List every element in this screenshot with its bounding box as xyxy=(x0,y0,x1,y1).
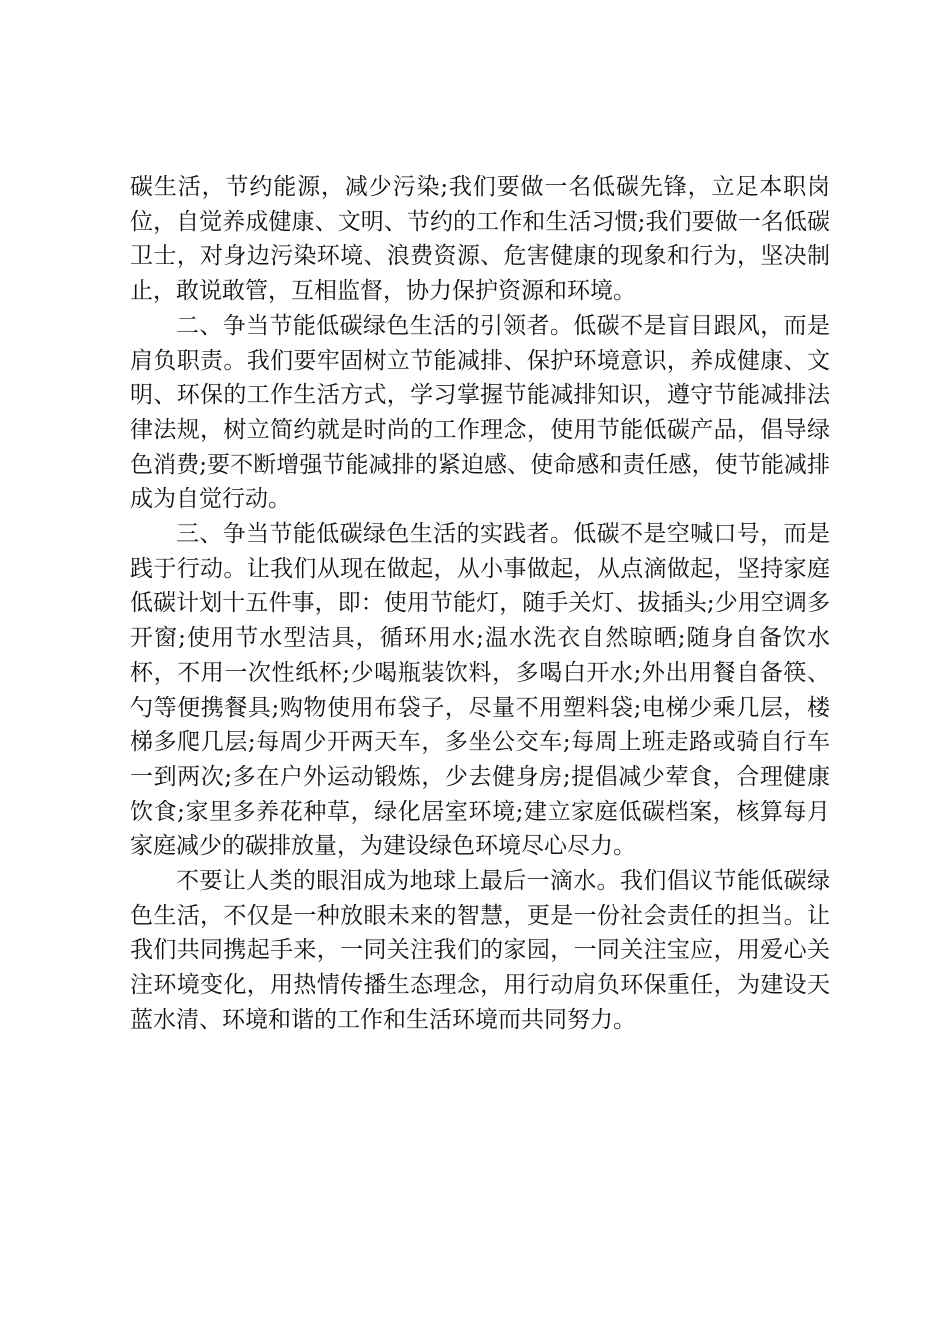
paragraph-1: 碳生活，节约能源，减少污染;我们要做一名低碳先锋，立足本职岗位，自觉养成健康、文明、节约的工作和生活习惯;我们要做一名低碳卫士，对身边污染环境、浪费资源、危害健康的现象和行为，坚决制止，敢说敢管，互相监督，协力保护资源和环境。 xyxy=(130,174,830,305)
paragraph-2: 二、争当节能低碳绿色生活的引领者。低碳不是盲目跟风，而是肩负职责。我们要牢固树立节能减排、保护环境意识，养成健康、文明、环保的工作生活方式，学习掌握节能减排知识，遵守节能减排法律法规，树立简约就是时尚的工作理念，使用节能低碳产品，倡导绿色消费;要不断增强节能减排的紧迫感、使命感和责任感，使节能减排成为自觉行动。 xyxy=(130,312,830,513)
paragraph-4: 不要让人类的眼泪成为地球上最后一滴水。我们倡议节能低碳绿色生活，不仅是一种放眼未来的智慧，更是一份社会责任的担当。让我们共同携起手来，一同关注我们的家园，一同关注宝应，用爱心关注环境变化，用热情传播生态理念，用行动肩负环保重任，为建设天蓝水清、环境和谐的工作和生活环境而共同努力。 xyxy=(130,868,830,1033)
document-page xyxy=(130,170,830,1038)
paragraph-3: 三、争当节能低碳绿色生活的实践者。低碳不是空喊口号，而是践于行动。让我们从现在做起，从小事做起，从点滴做起，坚持家庭低碳计划十五件事，即：使用节能灯，随手关灯、拔插头;少用空调多开窗;使用节水型洁具，循环用水;温水洗衣自然晾晒;随身自备饮水杯，不用一次性纸杯;少喝瓶装饮料，多喝白开水;外出用餐自备筷、勺等便携餐具;购物使用布袋子，尽量不用塑料袋;电梯少乘几层，楼梯多爬几层;每周少开两天车，多坐公交车;每周上班走路或骑自行车一到两次;多在户外运动锻炼，少去健身房;提倡减少荤食，合理健康饮食;家里多养花种草，绿化居室环境;建立家庭低碳档案，核算每月家庭减少的碳排放量，为建设绿色环境尽心尽力。 xyxy=(130,521,830,860)
